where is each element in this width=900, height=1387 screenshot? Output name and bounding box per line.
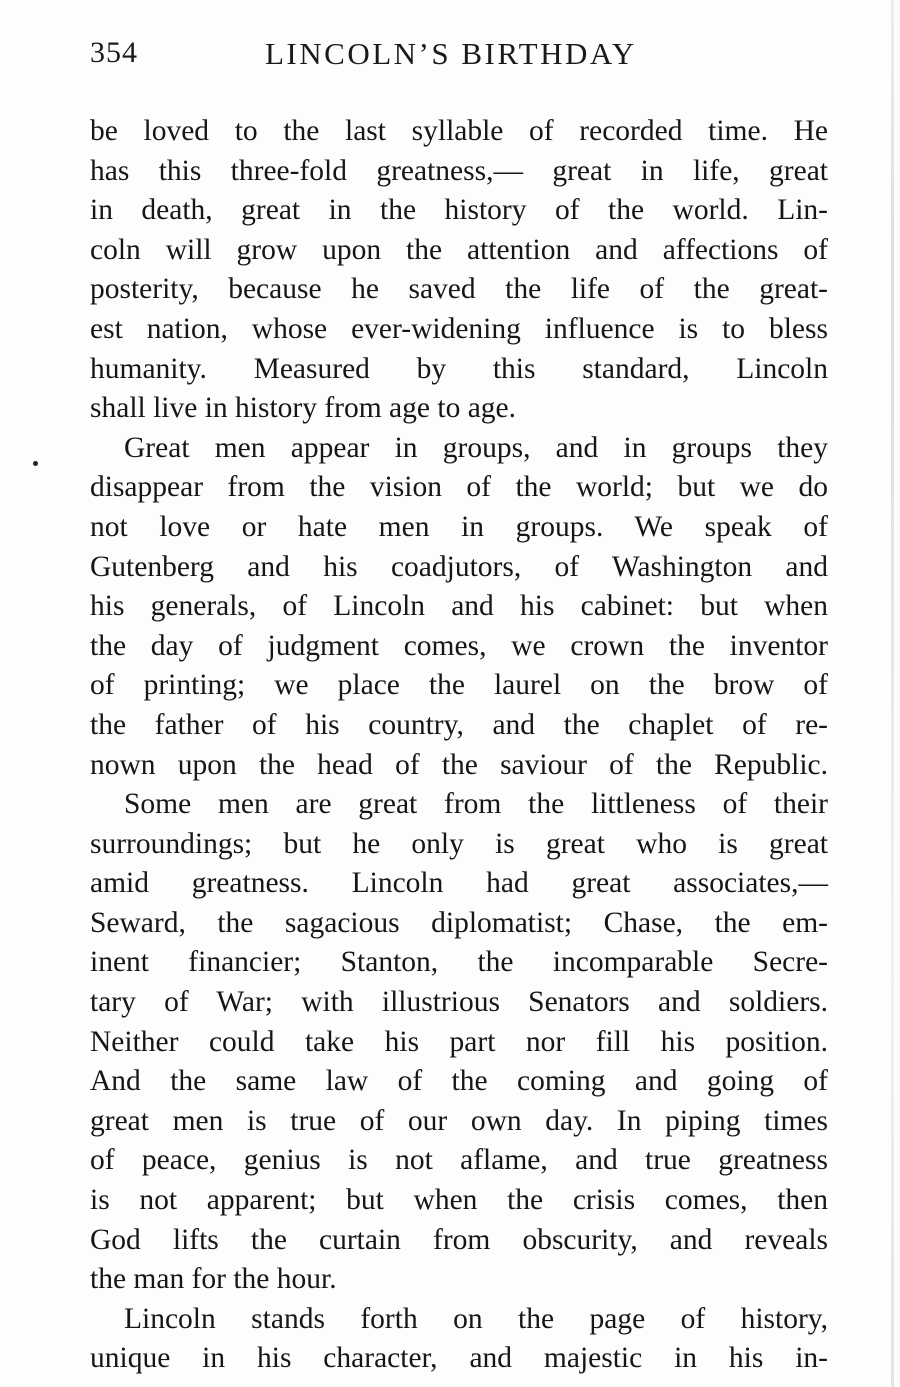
text-line: Gutenberg and his coadjutors, of Washington and [90,550,828,583]
text-line: And the same law of the coming and going of [90,1065,828,1098]
text-line: great men is true of our own day. In piping times [90,1104,828,1137]
body-text [90,112,828,1379]
page-number: 354 [90,36,138,69]
text-line: shall live in history from age to age. [90,392,517,425]
text-line: humanity. Measured by this standard, Lincoln [90,352,828,385]
text-line: amid greatness. Lincoln had great associates,— [90,867,828,900]
paragraph-1 [90,112,828,429]
text-line: God lifts the curtain from obscurity, and reveals [90,1223,828,1256]
text-line: nown upon the head of the saviour of the Republic. [90,748,828,781]
paragraph-4 [90,1300,828,1379]
paragraph-3 [90,785,828,1300]
paragraph-2 [90,429,828,785]
text-line: Great men appear in groups, and in groups they [124,431,828,464]
text-line: the day of judgment comes, we crown the inventor [90,629,828,662]
text-line: Neither could take his part nor fill his position. [90,1025,828,1058]
text-line: is not apparent; but when the crisis comes, then [90,1184,828,1217]
text-line: Seward, the sagacious diplomatist; Chase, the em- [90,906,828,939]
text-line: tary of War; with illustrious Senators and soldiers. [90,986,828,1019]
text-line: the man for the hour. [90,1263,337,1296]
text-line: coln will grow upon the attention and affections of [90,233,828,266]
stray-ink-dot [33,461,38,466]
text-line: disappear from the vision of the world; but we do [90,471,828,504]
text-line: posterity, because he saved the life of the great- [90,273,828,306]
text-line: be loved to the last syllable of recorded time. He [90,115,828,147]
running-head: LINCOLN’S BIRTHDAY [265,36,637,71]
text-line: est nation, whose ever-widening influence is to bless [90,312,828,345]
text-line: surroundings; but he only is great who is great [90,827,828,860]
text-line: the father of his country, and the chaplet of re- [90,708,828,741]
text-line: of printing; we place the laurel on the brow of [90,669,828,702]
text-line: inent financier; Stanton, the incomparable Secre- [90,946,828,979]
text-line: of peace, genius is not aflame, and true greatness [90,1144,828,1177]
text-line: Some men are great from the littleness of their [124,788,828,821]
text-line: unique in his character, and majestic in his in- [90,1342,828,1375]
text-line: his generals, of Lincoln and his cabinet: but when [90,590,828,623]
text-line: Lincoln stands forth on the page of history, [124,1302,828,1335]
text-line: in death, great in the history of the world. Lin- [90,194,828,227]
scan-edge-streak [891,0,894,1387]
text-line: not love or hate men in groups. We speak of [90,510,828,543]
text-line: has this three-fold greatness,— great in life, great [90,154,828,187]
page-header [90,36,830,86]
